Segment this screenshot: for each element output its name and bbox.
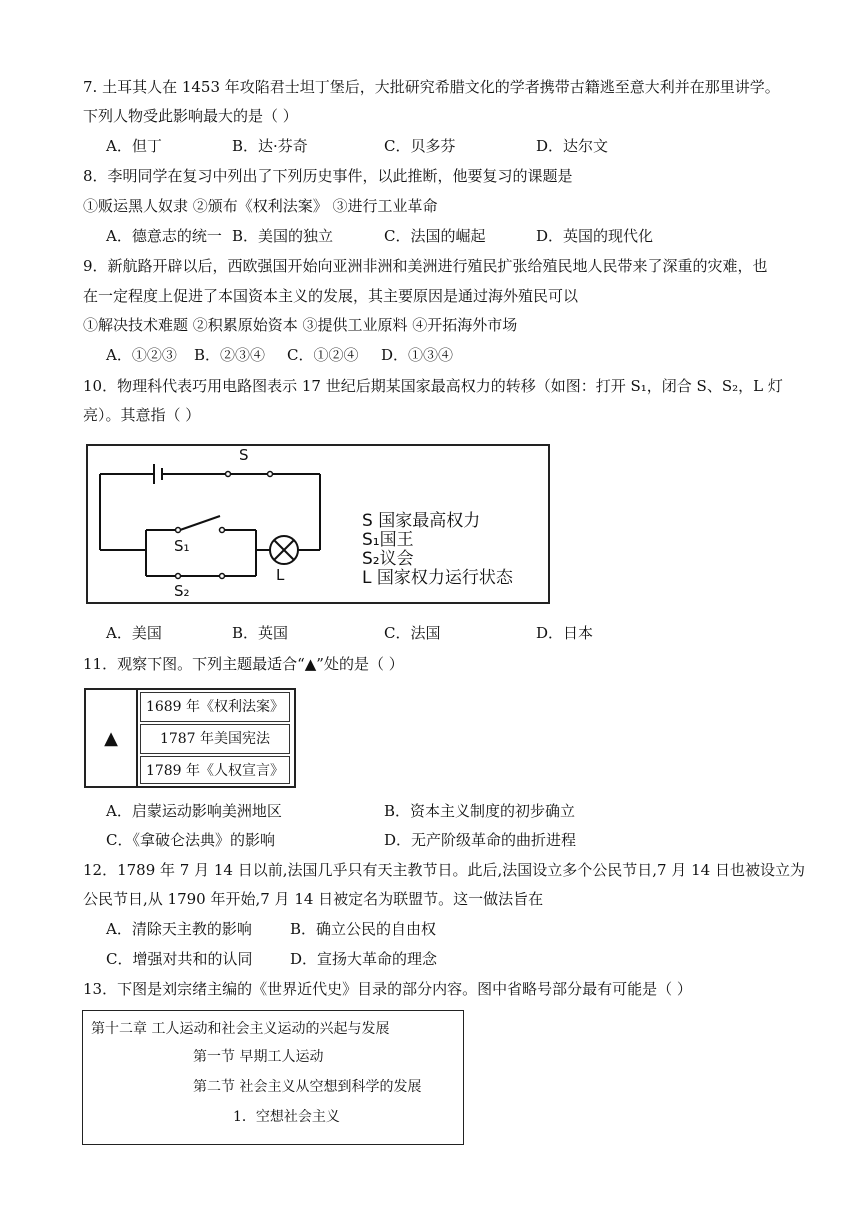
q7-option-b[interactable]: B．达·芬奇 [232, 137, 308, 155]
q11-stem: 11．观察下图。下列主题最适合“▲”处的是（ ） [83, 655, 404, 673]
q9-option-c[interactable]: C．①②④ [287, 346, 359, 364]
switch-s-label: S [239, 446, 249, 464]
q7-option-c[interactable]: C．贝多芬 [384, 137, 456, 155]
q11-option-b[interactable]: B．资本主义制度的初步确立 [384, 802, 576, 820]
q9-stem-line1: 9．新航路开辟以后，西欧强国开始向亚洲非洲和美洲进行殖民扩张给殖民地人民带来了深重的灾难，也 [83, 257, 768, 275]
q11-option-a[interactable]: A．启蒙运动影响美洲地区 [106, 802, 282, 820]
q13-stem: 13．下图是刘宗绪主编的《世界近代史》目录的部分内容。图中省略号部分最有可能是（ ） [83, 980, 692, 998]
q10-stem-line2: 亮）。其意指（ ） [83, 406, 201, 424]
q12-option-b[interactable]: B．确立公民的自由权 [290, 920, 437, 938]
toc-box [82, 1010, 464, 1145]
q11-row-1689: 1689 年《权利法案》 [140, 692, 290, 722]
q12-option-a[interactable]: A．清除天主教的影响 [106, 920, 252, 938]
q10-option-d[interactable]: D．日本 [536, 624, 594, 642]
q11-row-1787: 1787 年美国宪法 [140, 724, 290, 754]
q8-option-d[interactable]: D．英国的现代化 [536, 227, 654, 245]
q10-option-a[interactable]: A．美国 [106, 624, 162, 642]
switch-s2-label: S₂ [174, 582, 190, 600]
q11-option-c[interactable]: C．《拿破仑法典》的影响 [106, 831, 275, 849]
q10-option-b[interactable]: B．英国 [232, 624, 289, 642]
q9-stem-line3: ①解决技术难题 ②积累原始资本 ③提供工业原料 ④开拓海外市场 [83, 316, 518, 334]
circuit-diagram [86, 444, 550, 604]
triangle-marker: ▲ [86, 690, 138, 786]
q8-option-b[interactable]: B．美国的独立 [232, 227, 334, 245]
q9-option-d[interactable]: D．①③④ [381, 346, 454, 364]
q9-option-b[interactable]: B．②③④ [194, 346, 266, 364]
q11-option-d[interactable]: D．无产阶级革命的曲折进程 [384, 831, 577, 849]
q8-stem-line2: ①贩运黑人奴隶 ②颁布《权利法案》 ③进行工业革命 [83, 197, 438, 215]
q11-row-1789: 1789 年《人权宣言》 [140, 756, 290, 784]
q9-option-a[interactable]: A．①②③ [106, 346, 177, 364]
switch-s1-label: S₁ [174, 537, 190, 555]
lamp-l-label: L [276, 566, 285, 584]
q10-stem-line1: 10．物理科代表巧用电路图表示 17 世纪后期某国家最高权力的转移（如图：打开 S₁，闭合 S、S₂，L 灯 [83, 377, 783, 395]
q10-option-c[interactable]: C．法国 [384, 624, 441, 642]
toc-subsection-1: 1．空想社会主义 [233, 1109, 340, 1125]
q7-stem-line2: 下列人物受此影响最大的是（ ） [83, 107, 298, 125]
legend-s: S 国家最高权力 [362, 511, 481, 531]
q8-option-a[interactable]: A．德意志的统一 [106, 227, 222, 245]
q12-option-c[interactable]: C．增强对共和的认同 [106, 950, 253, 968]
legend-s1: S₁国王 [362, 530, 414, 550]
q9-stem-line2: 在一定程度上促进了本国资本主义的发展，其主要原因是通过海外殖民可以 [83, 287, 579, 305]
q8-option-c[interactable]: C．法国的崛起 [384, 227, 486, 245]
q11-figure [84, 688, 296, 788]
legend-l: L 国家权力运行状态 [362, 568, 513, 588]
legend-s2: S₂议会 [362, 549, 414, 569]
toc-section-1: 第一节 早期工人运动 [193, 1049, 324, 1065]
q7-stem-line1: 7. 土耳其人在 1453 年攻陷君士坦丁堡后，大批研究希腊文化的学者携带古籍逃至意大利并在那里讲学。 [83, 78, 780, 96]
q12-option-d[interactable]: D．宣扬大革命的理念 [290, 950, 438, 968]
q8-stem-line1: 8．李明同学在复习中列出了下列历史事件，以此推断，他要复习的课题是 [83, 167, 573, 185]
q12-stem-line2: 公民节日,从 1790 年开始,7 月 14 日被定名为联盟节。这一做法旨在 [83, 890, 544, 908]
q7-option-a[interactable]: A．但丁 [106, 137, 162, 155]
q7-option-d[interactable]: D．达尔文 [536, 137, 609, 155]
toc-chapter: 第十二章 工人运动和社会主义运动的兴起与发展 [91, 1021, 390, 1037]
q12-stem-line1: 12．1789 年 7 月 14 日以前,法国几乎只有天主教节日。此后,法国设立多个公民节日,7 月 14 日也被设立为 [83, 861, 805, 879]
toc-section-2: 第二节 社会主义从空想到科学的发展 [193, 1079, 422, 1095]
